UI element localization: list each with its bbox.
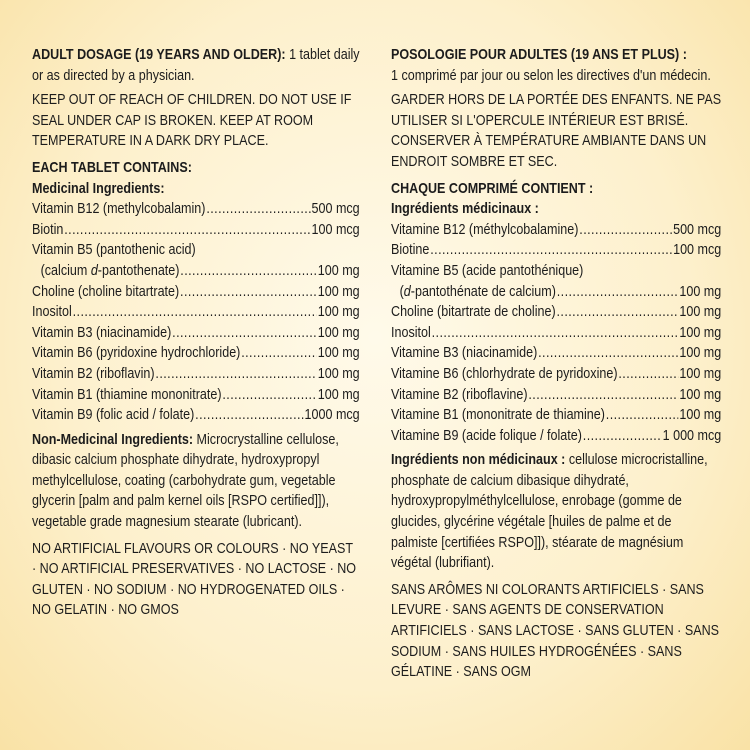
ingredient-row: (d-pantothénate de calcium) ..... 100 mg xyxy=(391,282,721,303)
ingredient-row: Choline (bitartrate de choline) ..... 100 mg xyxy=(391,302,721,323)
ingredient-row: Inositol ..... 100 mg xyxy=(391,323,721,344)
each-tablet-heading: EACH TABLET CONTAINS: xyxy=(32,159,192,176)
ingredient-row: Vitamin B3 (niacinamide) ..... 100 mg xyxy=(32,323,360,344)
ingredient-row: Vitamine B3 (niacinamide) ..... 100 mg xyxy=(391,343,721,364)
english-column xyxy=(32,45,360,621)
dosage-text-fr: 1 comprimé par jour ou selon les directives d'un médecin. xyxy=(391,67,711,84)
ingredient-list xyxy=(32,199,360,426)
non-medicinal-paragraph-fr xyxy=(391,450,721,574)
non-medicinal-label-fr: Ingrédients non médicinaux : xyxy=(391,452,566,469)
french-column xyxy=(391,45,721,683)
ingredient-row: Inositol ..... 100 mg xyxy=(32,302,360,323)
ingredient-row: Vitamine B5 (acide pantothénique) xyxy=(391,262,584,279)
non-medicinal-text-fr: cellulose microcristalline, phosphate de calcium dibasique dihydraté, hydroxypropylméthylcellulose, enrobage (gomme de glucides, glycérine végétale [huiles de palme et de palmiste [certifiées RSPO]]), stéarate de magnésium végétal (lubrifiant). xyxy=(391,452,708,572)
dosage-label: ADULT DOSAGE (19 YEARS AND OLDER): xyxy=(32,47,286,63)
ingredient-row: Vitamine B1 (mononitrate de thiamine) ..... 100 mg xyxy=(391,405,721,426)
dosage-paragraph xyxy=(32,45,360,86)
ingredient-row: Vitamin B5 (pantothenic acid) xyxy=(32,242,196,259)
free-from-text-fr: SANS ARÔMES NI COLORANTS ARTIFICIELS · SANS LEVURE · SANS AGENTS DE CONSERVATION ARTIFICIELS · SANS LACTOSE · SANS GLUTEN · SANS SODIUM · SANS HUILES HYDROGÉNÉES · SANS GÉLATINE · SANS OGM xyxy=(391,581,720,681)
non-medicinal-paragraph xyxy=(32,430,360,533)
ingredient-row: Vitamin B12 (methylcobalamin) ..... 500 mcg xyxy=(32,199,360,220)
non-medicinal-label: Non-Medicinal Ingredients: xyxy=(32,431,194,448)
ingredient-row: Vitamin B2 (riboflavin) ..... 100 mg xyxy=(32,364,360,385)
warning-text-fr: GARDER HORS DE LA PORTÉE DES ENFANTS. NE PAS UTILISER SI L'OPERCULE INTÉRIEUR EST BRISÉ. CONSERVER À TEMPÉRATURE AMBIANTE DANS UN ENDROIT SOMBRE ET SEC. xyxy=(391,92,722,170)
dosage-label-fr: POSOLOGIE POUR ADULTES (19 ANS ET PLUS) : xyxy=(391,47,687,63)
ingredient-row: Vitamin B9 (folic acid / folate) ..... 1000 mcg xyxy=(32,405,360,426)
ingredient-row: Biotine ..... 100 mcg xyxy=(391,240,721,261)
non-medicinal-text: Microcrystalline cellulose, dibasic calcium phosphate dihydrate, hydroxypropyl methylcellulose, coating (carbohydrate gum, vegetable glycerin [palm and palm kernel oils [RSPO certified]]), vegetable grade magnesium stearate (lubricant). xyxy=(32,431,339,531)
ingredient-row: Vitamine B6 (chlorhydrate de pyridoxine) ..... 100 mg xyxy=(391,364,721,385)
medicinal-label-fr: Ingrédients médicinaux : xyxy=(391,201,539,218)
ingredient-row: Vitamine B12 (méthylcobalamine) ..... 500 mcg xyxy=(391,220,721,241)
free-from-text: NO ARTIFICIAL FLAVOURS OR COLOURS · NO YEAST · NO ARTIFICIAL PRESERVATIVES · NO LACTOSE · NO GLUTEN · NO SODIUM · NO HYDROGENATED OILS · NO GELATIN · NO GMOS xyxy=(32,540,357,619)
ingredient-row: Biotin ..... 100 mcg xyxy=(32,220,360,241)
warning-text: KEEP OUT OF REACH OF CHILDREN. DO NOT USE IF SEAL UNDER CAP IS BROKEN. KEEP AT ROOM TEMPERATURE IN A DARK DRY PLACE. xyxy=(32,92,352,150)
ingredient-row: Vitamin B1 (thiamine mononitrate) ..... 100 mg xyxy=(32,385,360,406)
ingredient-list-fr xyxy=(391,220,721,447)
ingredient-row: Vitamine B9 (acide folique / folate) ..... 1 000 mcg xyxy=(391,426,721,447)
ingredient-row: Vitamin B6 (pyridoxine hydrochloride) ..... 100 mg xyxy=(32,343,360,364)
ingredient-row: (calcium d-pantothenate) ..... 100 mg xyxy=(32,261,360,282)
ingredient-row: Vitamine B2 (riboflavine) ..... 100 mg xyxy=(391,385,721,406)
dosage-text: 1 tablet daily or as directed by a physician. xyxy=(32,47,360,84)
each-tablet-heading-fr: CHAQUE COMPRIMÉ CONTIENT : xyxy=(391,180,594,197)
medicinal-label: Medicinal Ingredients: xyxy=(32,180,165,197)
ingredient-row: Choline (choline bitartrate) ..... 100 mg xyxy=(32,282,360,303)
